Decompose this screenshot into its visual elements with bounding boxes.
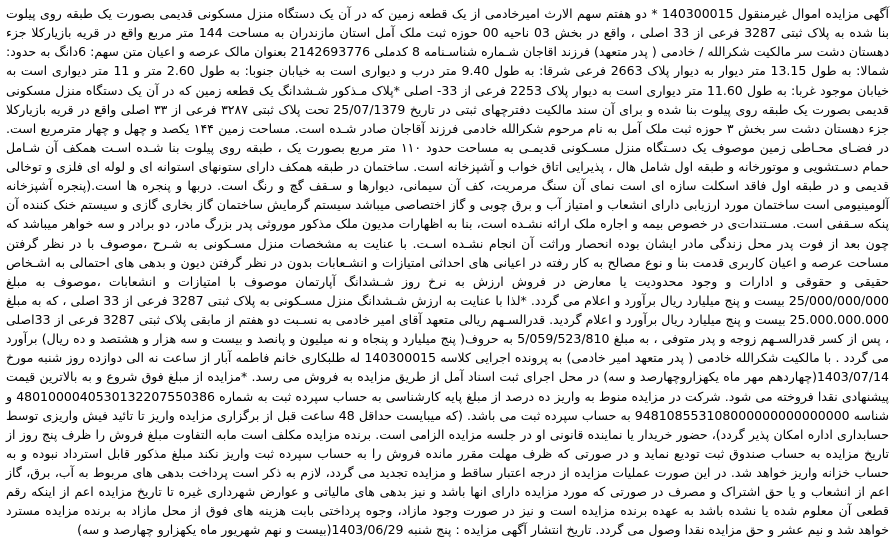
auction-notice-text: آگهی مزایده اموال غیرمنقول 140300015 * دو هفتم سهم الارث امیرخادمی از یک قطعه زمین که در آن یک دستگاه منزل مسکونی قدیمی بصورت یک طبقه روی پیلوت بنا شده به پلاک ثبتی 3287 فرعی از 33 اصلی ، واقع در بخش 03 ناحیه 00 حوزه ثبت ملک آمل استان مازندران به مساحت 144 متر مربع واقع در قریه بازیارکلا جزء دهستان دشت سر مالکیت شکرالله / خادمی ( پدر متعهد) فرزند اقاجان شـماره شناسـنامه 8 کدملی 2142693776 بعنوان مالک عرصه و اعیان متن سهم: 6دانگ به حدود: شمالا: به طول 13.15 متر دیوار به دیوار پلاک 2663 فرعی شرقا: به طول 9.40 متر درب و دیواری است به خیابان جنوبا: به طول 2.60 متر و 11 متر دیواری است به خیابان موجود غربا: به طول 11.60 متر دیواری است به دیوار پلاک 2253 فرعی از 33- اصلی *پلاک مـذکور شـشدانگ یک قطعه زمین که در آن یک دستگاه منزل مسکونی قدیمی بصورت یک طبقه روی پیلوت بنا شده و برای آن سند مالکیت دفترچهای ثبتی در تاریخ 25/07/1379 تحت پلاک ثبتی ۳۲۸۷ فرعی از ۳۳ اصلی واقع در قریه بازیارکلا جزء دهستان دشت سر بخش ۳ حوزه ثبت ملک آمل به نام مرحوم شکرالله خادمی فرزند آقاجان صادر شـده است. مساحت زمین ۱۴۴ یکصد و چهل و چهار مترمربع است. در فضـای محـاطی زمین موصوف یک دسـتگاه منزل مسـکونی قدیمـی به مساحت حدود ۱۱۰ متر مربع بصورت یک ، طبقه روی پیلوت بنا شـده اسـت همکف آن شـامل حمام دسـتشویی و موتورخانه و طبقه اول شامل هال ، پذیرایی اتاق خواب و آشپزخانه است. ساختمان در طبقه همکف دارای ستونهای استوانه ای و لوله ای فلزی و توخالی قدیمی و در طبقه اول فاقد اسکلت سازه ای است نمای آن سنگ مرمریت، کف آن سیمانی، دیوارها و سـقف گچ و رنگ است. دربها و پنجره ها است.(پنجره آشپزخانه آلومینیومی است ساختمان مورد ارزیابی دارای انشعاب و امتیاز آب و برق چوبی و گاز اختصاصی میباشد سیستم گرمایش ساختمان گاز بخاری گازی و سیستم خنک کننده آن پنکه سـقفی است. مسـتندات‌ی در خصوص بیمه و اجاره ملک ارائه نشـده است، بنا به اظهارات مدیون ملک مذکور موروثی پدر بزرگ مادر، دو برادر و سه خواهر میباشد که چون بعد از فوت پدر محل زندگی مادر ایشان بوده انحصار وراثت آن انجام نشـده اسـت. با عنایت به مشخصات منزل مسـکونی به شـرح ،موصوف با در نظر گرفتن مساحت عرصه و اعیان کاربری قدمت بنا و نوع مصالح به کار رفته در اعیانی های احداثی امتیازات و انشـعابات بدون در نظر گرفتن دیون و بدهی های احتمالی به اشـخاص حقیقی و حقوقی و ادارات و وجود محدودیت یا معارض در فروش ارزش به نرخ روز شـشدانگ آپارتمان موصوف با امتیازات و انشعابات ،موصوف به مبلغ 25/000/000/000 بیست و پنج میلیارد ریال برآورد و اعلام می گردد. *لذا با عنایت به ارزش شـشدانگ منزل مسـکونی به پلاک ثبتی 3287 فرعی از 33 اصلی ، که به مبلغ 25.000.000.000 بیست و پنج میلیارد ریال برآورد و اعلام گردید. قدرالسـهم ریالی متعهد آقای امیر خادمی به نسـبت دو هفتم از مابقی پلاک ثبتی 3287 فرعی از 33اصلی ، پس از کسر قدرالسـهم زوجه و پدر متوفی ، به مبلغ 5/059/523/810 به حروف( پنج میلیارد و پنجاه و نه میلیون و پانصد و بیست و سه هزار و هشتصد و ده ریال) برآورد می گردد . با مالکیت شکرالله خادمی ( پدر متعهد امیر خادمی) به پرونده اجرایی کلاسه 140300015 له طلبکاری خانم فاطمه آبار از ساعت نه الی دوازده روز شنبه مورخ 1403/07/14(چهاردهم مهر ماه یکهزاروچهارصد و سه) در محل اجرای ثبت اسناد آمل از طریق مزایده به فروش می رسد. *مزایده از مبلغ فوق شروع و به بالاترین قیمت پیشنهادی نقدا فروخته می شود. شرکت در مزایده منوط به واریز ده درصد از مبلغ پایه کارشناسی به حساب سپرده ثبت به شماره 4801000040530132207550386 و شناسه 948108553108000000000000000 به حساب سپرده ثبت می باشد. (که میبایست حداقل 48 ساعت قبل از برگزاری مزایده واریز تا تائید فیش واریزی توسط حسابداری اداره امکان پذیر گردد)، حضور خریدار یا نماینده قانونی او در جلسه مزایده الزامی است. برنده مزایده مکلف است مابه التفاوت مبلغ فروش را ظرف پنج روز از تاریخ مزایده به حساب صندوق ثبت تودیع نماید و در صورتی که ظرف مهلت مقرر مانده فروش را به حساب سپرده ثبت واریز نکند مبلغ مذکور قابل استرداد نبوده و به حساب خزانه واریز خواهد شد. در این صورت عملیات مزایده از درجه اعتبار ساقط و مزایده تجدید می گردد، لازم به ذکر است پرداخت بدهی های مربوط به آب، برق، گاز اعم از انشعاب و یا حق اشتراک و مصرف در صورتی که مورد مزایده دارای انها باشد و نیز بدهی های مالیاتی و عوارض شهرداری غیره تا تاریخ مزایده اعم از اینکه رقم قطعی آن معلوم شده یا نشده باشد به عهده برنده مزایده است و نیز در صورت وجود مازاد، وجوه پرداختی بابت هزینه های فوق از محل مازاد به برنده مزایده مسترد خواهد شد و نیم عشر و حق مزایده نقدا وصول می گردد. تاریخ انتشار آگهی مزایده : پنج شنبه 1403/06/29(بیست و نهم شهریور ماه یکهزارو چهارصد و سه) — [6, 6, 890, 538]
